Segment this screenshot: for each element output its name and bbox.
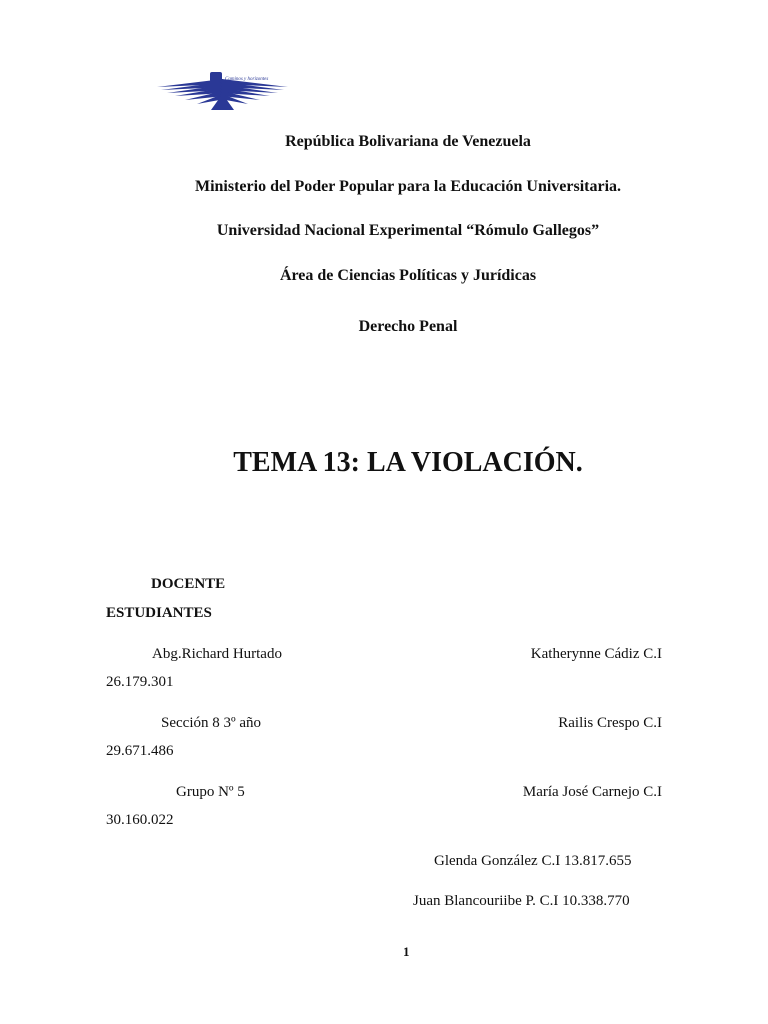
grupo-text: Grupo Nº 5 bbox=[176, 784, 245, 800]
svg-text:Caminos y horizontes: Caminos y horizontes bbox=[225, 77, 269, 82]
header-ministry: Ministerio del Poder Popular para la Educación Universitaria. bbox=[194, 178, 622, 195]
student-5-line: Juan Blancouriibe P. C.I 10.338.770 bbox=[413, 893, 630, 909]
university-logo bbox=[155, 70, 290, 112]
header-area: Área de Ciencias Políticas y Jurídicas bbox=[279, 267, 537, 284]
student-3-ci: 30.160.022 bbox=[106, 812, 174, 828]
student-1-ci: 26.179.301 bbox=[106, 674, 174, 690]
student-3-name: María José Carnejo C.I bbox=[522, 784, 662, 800]
docente-name: Abg.Richard Hurtado bbox=[152, 646, 282, 662]
student-2-ci: 29.671.486 bbox=[106, 743, 174, 759]
header-subject: Derecho Penal bbox=[358, 318, 458, 335]
header-university: Universidad Nacional Experimental “Rómulo Gallegos” bbox=[216, 222, 600, 239]
document-title: TEMA 13: LA VIOLACIÓN. bbox=[233, 447, 583, 478]
header-republic: República Bolivariana de Venezuela bbox=[285, 133, 531, 150]
student-2-name: Railis Crespo C.I bbox=[558, 715, 662, 731]
docente-label: DOCENTE bbox=[151, 576, 226, 592]
seccion-text: Sección 8 3º año bbox=[161, 715, 262, 731]
estudiantes-label: ESTUDIANTES bbox=[106, 605, 212, 621]
student-1-name: Katherynne Cádiz C.I bbox=[530, 646, 662, 662]
page-number: 1 bbox=[403, 944, 410, 959]
student-4-line: Glenda González C.I 13.817.655 bbox=[434, 853, 632, 869]
